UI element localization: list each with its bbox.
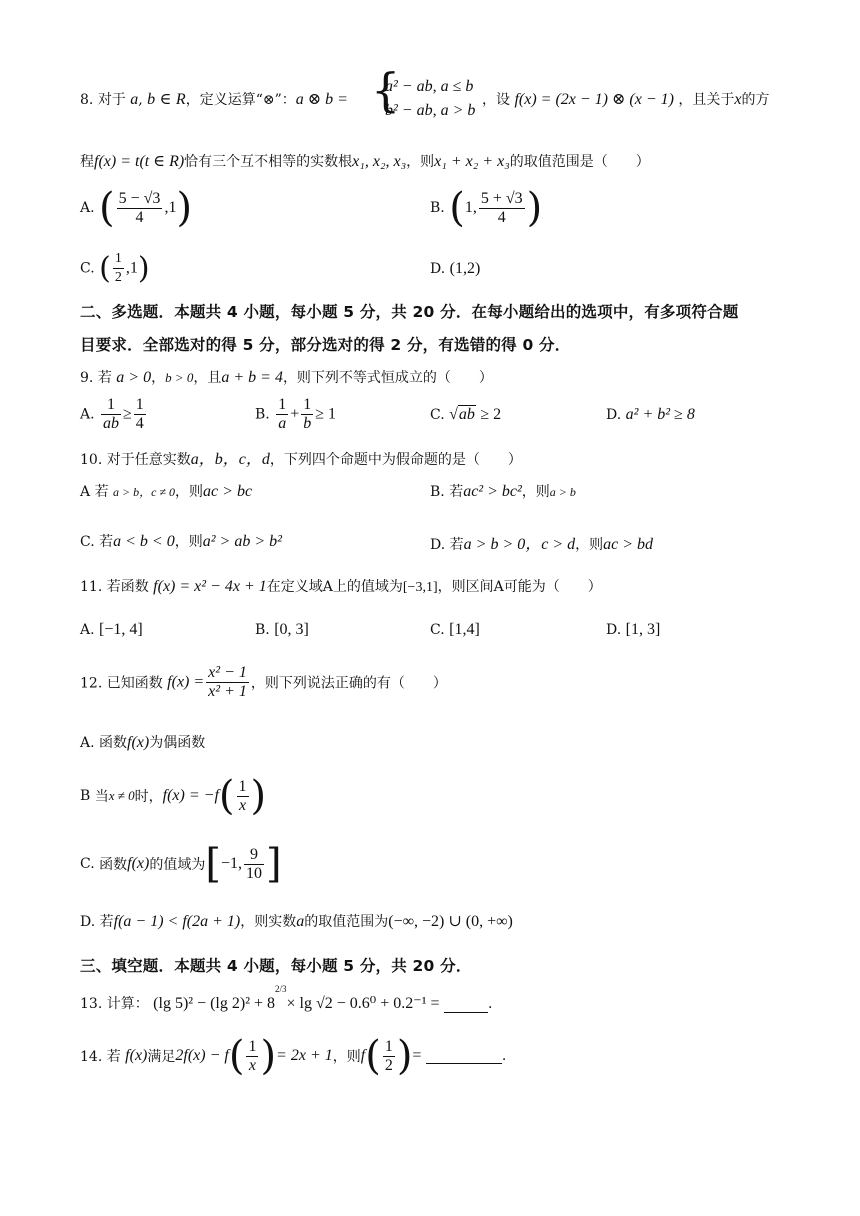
q8-case-2: b² − ab, a > b (385, 102, 476, 119)
q12-option-d[interactable]: D. 若f(a − 1) < f(2a + 1)，则实数a的取值范围为(−∞, −2) ∪ (0, +∞) (80, 913, 513, 930)
q13-answer-blank[interactable] (444, 998, 488, 1013)
q8-case-1: a² − ab, a ≤ b (385, 78, 474, 95)
q12-option-c[interactable]: C. 函数f(x)的值域为[−1, $\frac{9}{10}$ ] (80, 841, 282, 887)
q8-option-d[interactable]: D. (1,2) (430, 260, 481, 277)
q9-option-b[interactable]: B. $\frac{1}{a}$ + $\frac{1}{b}$ ≥ 1 (255, 396, 337, 432)
q12-option-a[interactable]: A. 函数f(x)为偶函数 (80, 734, 206, 751)
q10-option-b[interactable]: B. 若ac² > bc²，则a > b (430, 483, 576, 500)
q8-number: 8. (80, 92, 94, 108)
q8-option-b[interactable]: B. (1, $\frac{5 + √3}{4}$ ) (430, 185, 543, 231)
question-13: 13. 计算： (lg 5)² − (lg $2)^2 + 8^{2/3}\times \lg √2 - 0.6^0 + 0.2^{-1}$ = . (80, 984, 493, 1012)
q9-stem: 9. 若 a > 0，b > 0，且a + b = 4，则下列不等式恒成立的（ ） (80, 369, 493, 386)
q9-option-a[interactable]: A. $\frac{1}{ab}$ ≥ $\frac{1}{4}$ (80, 396, 144, 432)
section-2-heading-line-2: 目要求．全部选对的得 5 分，部分选对的得 2 分，有选错的得 0 分． (80, 336, 571, 354)
q12-stem: 12. 已知函数 f(x) = $\frac{\text{x² − 1}}{\text{x² + 1}}$ ，则下列说法正确的有（ ） (80, 664, 447, 700)
q8-function: f(x) = (2x − 1) ⊗ (x − 1) (514, 91, 674, 108)
q11-option-b[interactable]: B. [0, 3] (255, 621, 309, 638)
section-2-heading-line-1: 二、多选题．本题共 4 小题，每小题 5 分，共 20 分．在每小题给出的选项中，有多项符合题 (80, 303, 739, 321)
question-14: 14. 若 f(x)满足2f(x) − f( $\frac{1}{x}$ )= 2x + 1，则f( $\frac{1}{2}$ )= . (80, 1033, 507, 1079)
q8-option-a[interactable]: A. ( $\frac{5 - √3}{4}$ ,1) (80, 185, 193, 231)
q9-option-d[interactable]: D. a² + b² ≥ 8 (606, 406, 695, 423)
q11-option-d[interactable]: D. [1, 3] (606, 621, 661, 638)
q11-option-a[interactable]: A. [−1, 4] (80, 621, 143, 638)
section-3-heading: 三、填空题．本题共 4 小题，每小题 5 分，共 20 分． (80, 957, 472, 975)
q14-answer-blank[interactable] (426, 1049, 502, 1064)
q11-stem: 11. 若函数 f(x) = x² − 4x + 1在定义域A上的值域为[−3,1]，则区间A可能为（ ） (80, 578, 602, 595)
q12-option-b[interactable]: B 当x ≠ 0时，f(x) = −f( $\frac{1}{x}$ ) (80, 773, 267, 819)
q10-stem: 10. 对于任意实数a，b，c，d，下列四个命题中为假命题的是（ ） (80, 451, 522, 468)
q10-option-c[interactable]: C. 若a < b < 0，则a² > ab > b² (80, 533, 282, 550)
q8-line-2: 程f(x) = t(t ∈ R)恰有三个互不相等的实数根x₁, x₂, x₃，则x₁ + x₂ + x₃的取值范围是（ ） (80, 153, 650, 170)
q11-option-c[interactable]: C. [1,4] (430, 621, 480, 638)
q9-option-c[interactable]: C. √ab ≥ 2 (430, 406, 502, 423)
q10-option-a[interactable]: A 若 a > b，c ≠ 0，则ac > bc (80, 483, 253, 500)
q8-line-1: 8. 对于 a, b ∈ R，定义运算“⊗”：a ⊗ b = (80, 91, 348, 108)
q10-option-d[interactable]: D. 若a > b > 0，c > d，则ac > bd (430, 536, 654, 553)
q8-option-c[interactable]: C. ( $\frac{1}{2}$ ,1) (80, 251, 150, 286)
